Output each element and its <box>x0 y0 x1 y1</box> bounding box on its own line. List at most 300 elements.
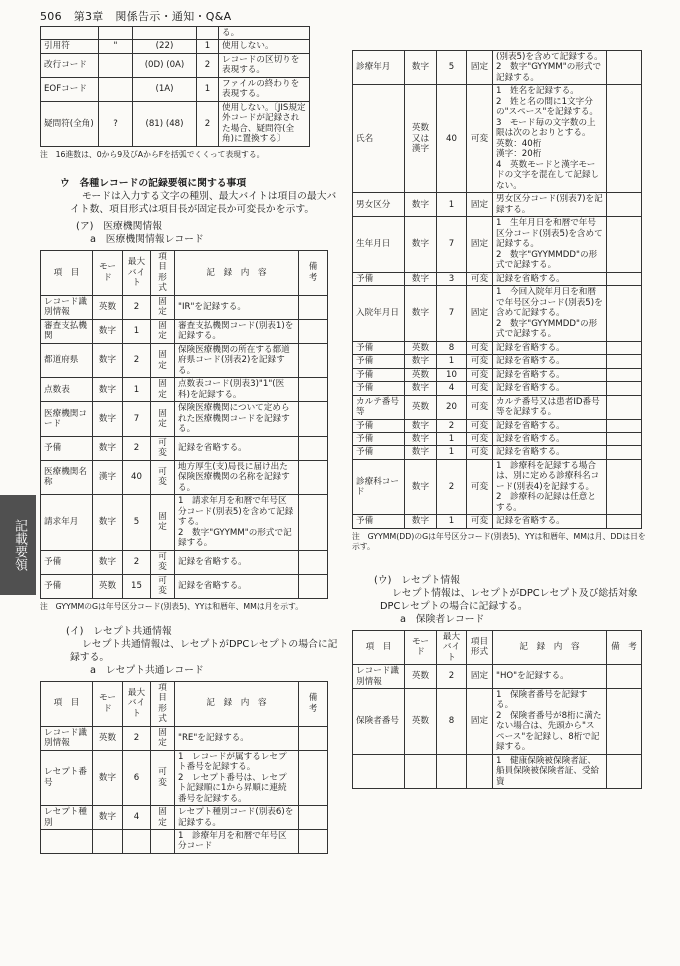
table-cell: 固定 <box>467 665 493 689</box>
table-cell: 保険者番号 <box>353 689 405 755</box>
table-cell: 1 <box>437 355 467 368</box>
table-cell: 可変 <box>467 446 493 459</box>
table-row <box>353 459 642 514</box>
table-cell <box>299 726 328 750</box>
table-cell: 数字 <box>93 550 123 574</box>
table-row <box>353 368 642 381</box>
table-cell: 記録を省略する。 <box>493 515 607 528</box>
table-cell <box>607 395 642 419</box>
subsection-heading: (ア) 医療機関情報 <box>76 221 163 233</box>
table-cell: 予備 <box>353 515 405 528</box>
table-cell: 記録を省略する。 <box>493 432 607 445</box>
table-cell: 40 <box>123 460 151 494</box>
table-cell: 数字 <box>405 432 437 445</box>
table-cell <box>151 830 175 854</box>
subsection-sub: a 医療機関情報レコード <box>90 234 204 246</box>
column-header: 備 考 <box>299 681 328 726</box>
table-cell: (81) (48) <box>133 101 197 146</box>
table-row <box>353 419 642 432</box>
table-cell: 1 <box>197 77 219 101</box>
table-cell <box>299 319 328 343</box>
table-row <box>41 343 328 377</box>
table-cell: 固定 <box>151 806 175 830</box>
column-header: 最大バイト <box>123 250 151 295</box>
table-cell: 使用しない。〔JIS規定外コードが記録された場合、疑問符(全角)に置換する〕 <box>219 101 310 146</box>
table-cell: (0D) (0A) <box>133 53 197 77</box>
table-cell: 漢字 <box>93 460 123 494</box>
table-cell: 数字 <box>405 515 437 528</box>
table-cell <box>607 419 642 432</box>
table-row <box>41 402 328 436</box>
subsection-body-receipt: レセプト情報は、レセプトがDPCレセプト及び総括対象DPCレセプトの場合に記録する。 <box>380 587 638 612</box>
table-cell: る。 <box>219 27 310 40</box>
table-cell: 可変 <box>467 382 493 395</box>
table-row <box>41 53 310 77</box>
table-row <box>41 550 328 574</box>
table-cell <box>607 85 642 193</box>
table-cell: 固定 <box>151 726 175 750</box>
table-row <box>41 574 328 598</box>
table-cell <box>299 378 328 402</box>
column-header: 記 録 内 容 <box>175 681 299 726</box>
table-cell: 可変 <box>467 368 493 381</box>
table-cell <box>607 286 642 341</box>
table-row <box>353 51 642 85</box>
table-cell <box>607 382 642 395</box>
table-row <box>353 395 642 419</box>
table-cell: 記録を省略する。 <box>493 355 607 368</box>
table-cell: 請求年月 <box>41 495 93 550</box>
table-cell <box>299 436 328 460</box>
table-row <box>353 193 642 217</box>
table-cell <box>99 53 133 77</box>
table-cell: 記録を省略する。 <box>493 446 607 459</box>
table-cell: 1 レコードが属するレセプト番号を記録する。 2 レセプト番号は、レセプト記録順に1から昇順に連続番号を記録する。 <box>175 750 299 805</box>
table-cell: (1A) <box>133 77 197 101</box>
table-cell: 可変 <box>151 574 175 598</box>
table-cell <box>93 830 123 854</box>
column-header: 項 目 <box>353 630 405 664</box>
table-row <box>353 85 642 193</box>
table-cell: 2 <box>437 419 467 432</box>
table-cell: 男女区分 <box>353 193 405 217</box>
table-cell: 4 <box>437 382 467 395</box>
table-cell: 固定 <box>151 495 175 550</box>
table-cell: 数字 <box>93 343 123 377</box>
table-cell <box>299 750 328 805</box>
table-row <box>41 40 310 53</box>
table-cell <box>197 27 219 40</box>
column-header: 記 録 内 容 <box>175 250 299 295</box>
table-cell <box>607 51 642 85</box>
table-cell: 1 <box>437 193 467 217</box>
table-cell: 入院年月日 <box>353 286 405 341</box>
section-body: モードは入力する文字の種別、最大バイトは項目の最大バイト数、項目形式は項目長が固定長か可変長かを示す。 <box>70 191 337 216</box>
table-cell: 予備 <box>353 419 405 432</box>
table-cell: 点数表 <box>41 378 93 402</box>
table-cell: 2 <box>437 459 467 514</box>
table-row <box>41 495 328 550</box>
table-cell: 1 <box>123 319 151 343</box>
table-cell: 氏名 <box>353 85 405 193</box>
table-cell: 改行コード <box>41 53 99 77</box>
table-cell: 可変 <box>151 436 175 460</box>
table-cell: "HO"を記録する。 <box>493 665 607 689</box>
table-cell <box>607 272 642 285</box>
column-header: 最大バイト <box>123 681 151 726</box>
page-header <box>40 8 239 24</box>
table-cell: 数字 <box>93 402 123 436</box>
table-cell: 予備 <box>353 446 405 459</box>
table-cell: 固定 <box>467 51 493 85</box>
table-cell: 数字 <box>405 419 437 432</box>
table-cell: 6 <box>123 750 151 805</box>
table-cell <box>299 460 328 494</box>
left-column <box>40 26 338 854</box>
table-cell <box>607 217 642 272</box>
table-cell: 1 <box>437 432 467 445</box>
table-row <box>41 726 328 750</box>
table-cell: " <box>99 40 133 53</box>
table-cell <box>299 574 328 598</box>
table-cell: 2 <box>123 436 151 460</box>
table-cell: "RE"を記録する。 <box>175 726 299 750</box>
table-cell <box>607 515 642 528</box>
subsection-heading-receipt: (ウ) レセプト情報 <box>374 574 461 586</box>
table-cell: 1 <box>123 378 151 402</box>
table-cell: 数字 <box>405 286 437 341</box>
table-cell <box>299 295 328 319</box>
table-cell: レコードの区切りを表現する。 <box>219 53 310 77</box>
table-cell: 数字 <box>405 272 437 285</box>
table-cell: 記録を省略する。 <box>493 382 607 395</box>
table-cell: 可変 <box>151 460 175 494</box>
table-cell <box>299 806 328 830</box>
table-cell: 5 <box>123 495 151 550</box>
table-cell: カルテ番号又は患者ID番号等を記録する。 <box>493 395 607 419</box>
table-cell: 固定 <box>467 286 493 341</box>
table-cell: 数字 <box>93 806 123 830</box>
column-header: モード <box>405 630 437 664</box>
table-cell: 2 <box>197 53 219 77</box>
char-table <box>40 26 310 147</box>
table-cell: 記録を省略する。 <box>493 272 607 285</box>
table-cell: 審査支払機関コード(別表1)を記録する。 <box>175 319 299 343</box>
table-cell: 1 <box>437 446 467 459</box>
table-cell: 点数表コード(別表3)"1"(医科)を記録する。 <box>175 378 299 402</box>
table-cell: 予備 <box>41 550 93 574</box>
subsection-heading-receipt-common: (イ) レセプト共通情報 <box>66 626 172 638</box>
column-header: 項目形式 <box>151 250 175 295</box>
table-cell <box>353 754 405 788</box>
table-row <box>353 286 642 341</box>
table-cell: 記録を省略する。 <box>175 574 299 598</box>
table-cell: 診療科コード <box>353 459 405 514</box>
table-cell: 英数 <box>405 665 437 689</box>
table-cell: 数字 <box>405 355 437 368</box>
table-cell: 可変 <box>467 272 493 285</box>
table-cell: ? <box>99 101 133 146</box>
table-cell: 予備 <box>353 355 405 368</box>
table-cell <box>437 754 467 788</box>
note-gyymmdd: 注 GYYMM(DD)のGは年号区分コード(別表5)、YYは和暦年、MMは月、DDは日を示す。 <box>352 531 646 552</box>
table-cell: 予備 <box>353 432 405 445</box>
table-cell: 可変 <box>467 459 493 514</box>
table-cell: 固定 <box>467 689 493 755</box>
chapter-label: 第3章 <box>73 10 104 23</box>
table-cell: 数字 <box>405 446 437 459</box>
table-cell: 8 <box>437 341 467 354</box>
table-cell: 1 <box>437 515 467 528</box>
table-cell: 記録を省略する。 <box>493 368 607 381</box>
table-cell: 記録を省略する。 <box>493 341 607 354</box>
table-cell: 7 <box>123 402 151 436</box>
subsection-sub-receipt-common: a レセプト共通レコード <box>90 664 204 676</box>
table-cell: 英数 <box>93 726 123 750</box>
table-cell: 可変 <box>467 355 493 368</box>
table-cell: 数字 <box>405 193 437 217</box>
table-cell: 1 保険者番号を記録する。 2 保険者番号が8桁に満たない場合は、先頭から"スペース"を記録し、8桁で記録する。 <box>493 689 607 755</box>
table-insurer <box>352 630 642 790</box>
table-row <box>353 355 642 368</box>
table-cell: 英数 <box>405 341 437 354</box>
table-cell: 2 <box>123 295 151 319</box>
column-header: 項 目 <box>41 681 93 726</box>
table-cell <box>607 665 642 689</box>
note-gyymm: 注 GYYMMのGは年号区分コード(別表5)、YYは和暦年、MMは月を示す。 <box>40 601 303 611</box>
table-cell: 可変 <box>467 85 493 193</box>
table-row <box>41 319 328 343</box>
table-cell: 固定 <box>151 295 175 319</box>
table-cell: 可変 <box>467 432 493 445</box>
table-row <box>41 830 328 854</box>
table-cell: レセプト種別 <box>41 806 93 830</box>
table-row <box>353 446 642 459</box>
table-cell: 予備 <box>353 341 405 354</box>
table-cell: 固定 <box>467 217 493 272</box>
table-cell: 予備 <box>353 382 405 395</box>
table-row <box>41 378 328 402</box>
table-cell: 1 請求年月を和暦で年号区分コード(別表5)を含めて記録する。 2 数字"GYYMM"の形式で記録する。 <box>175 495 299 550</box>
table-cell: 可変 <box>467 341 493 354</box>
table-row <box>353 432 642 445</box>
table-cell: 1 <box>197 40 219 53</box>
table-row <box>41 101 310 146</box>
page-title: 関係告示・通知・Q&A <box>115 10 232 23</box>
table-cell: レコード識別情報 <box>41 726 93 750</box>
table-cell: 固定 <box>151 378 175 402</box>
table-cell: 1 今回入院年月日を和暦で年号区分コード(別表5)を含めて記録する。 2 数字"GYYMMDD"の形式で記録する。 <box>493 286 607 341</box>
table-cell: レコード識別情報 <box>41 295 93 319</box>
table-cell: 英数 <box>405 368 437 381</box>
table-cell: 英数 <box>405 395 437 419</box>
table-cell: (22) <box>133 40 197 53</box>
right-column <box>352 50 648 789</box>
table-row <box>41 436 328 460</box>
table-cell: 可変 <box>467 419 493 432</box>
table-cell: 固定 <box>467 193 493 217</box>
table-cell <box>299 343 328 377</box>
table-cell <box>405 754 437 788</box>
column-header: モード <box>93 681 123 726</box>
table-row <box>41 806 328 830</box>
table-cell: 20 <box>437 395 467 419</box>
table-cell: 使用しない。 <box>219 40 310 53</box>
table-cell: 審査支払機関 <box>41 319 93 343</box>
table-cell <box>607 432 642 445</box>
column-header: モード <box>93 250 123 295</box>
table-cell: 10 <box>437 368 467 381</box>
table-cell: 可変 <box>151 750 175 805</box>
table-row <box>41 460 328 494</box>
table-cell: 4 <box>123 806 151 830</box>
table-cell <box>607 355 642 368</box>
table-cell: 数字 <box>93 495 123 550</box>
table-cell <box>607 341 642 354</box>
table-cell: 保険医療機関について定められた医療機関コードを記録する。 <box>175 402 299 436</box>
table-cell: 固定 <box>151 343 175 377</box>
column-header: 備 考 <box>607 630 642 664</box>
table-cell: EOFコード <box>41 77 99 101</box>
table-cell: 医療機関コード <box>41 402 93 436</box>
table-cell <box>467 754 493 788</box>
table-cell: 可変 <box>467 395 493 419</box>
table-cell: 診療年月 <box>353 51 405 85</box>
column-header: 項 目 <box>41 250 93 295</box>
column-header: 最大バイト <box>437 630 467 664</box>
table-cell: 1 健康保険被保険者証、船員保険被保険者証、受給資 <box>493 754 607 788</box>
table-row <box>353 754 642 788</box>
table-row <box>41 77 310 101</box>
table-cell: 英数又は漢字 <box>405 85 437 193</box>
table-cell: 保険医療機関の所在する都道府県コード(別表2)を記録する。 <box>175 343 299 377</box>
table-cell: 1 診療年月を和暦で年号区分コード <box>175 830 299 854</box>
table-cell: レセプト番号 <box>41 750 93 805</box>
table-cell: 予備 <box>353 272 405 285</box>
table-cell: 固定 <box>151 319 175 343</box>
table-cell: 7 <box>437 286 467 341</box>
table-cell <box>99 77 133 101</box>
table-cell <box>607 754 642 788</box>
table-cell: (別表5)を含めて記録する。 2 数字"GYYMM"の形式で記録する。 <box>493 51 607 85</box>
side-tab: 記載要領 <box>0 495 36 595</box>
table-cell: 数字 <box>405 382 437 395</box>
table-row <box>353 689 642 755</box>
section-heading: ウ 各種レコードの記録要領に関する事項 <box>60 178 247 190</box>
table-cell: 男女区分コード(別表7)を記録する。 <box>493 193 607 217</box>
table-cell: 記録を省略する。 <box>493 419 607 432</box>
table-cell <box>299 830 328 854</box>
table-row <box>353 382 642 395</box>
table-medical-institution <box>40 250 328 599</box>
table-cell: レコード識別情報 <box>353 665 405 689</box>
table-receipt-common <box>40 681 328 854</box>
table-cell: 可変 <box>467 515 493 528</box>
table-cell: 数字 <box>405 459 437 514</box>
table-cell: カルテ番号等 <box>353 395 405 419</box>
note-hex: 注 16進数は、0から9及びAからFを括弧でくくって表現する。 <box>40 149 265 159</box>
table-cell <box>41 27 99 40</box>
table-cell: 数字 <box>405 217 437 272</box>
table-cell: 2 <box>123 550 151 574</box>
column-header: 記 録 内 容 <box>493 630 607 664</box>
table-cell: 3 <box>437 272 467 285</box>
subsection-body-receipt-common: レセプト共通情報は、レセプトがDPCレセプトの場合に記録する。 <box>70 638 338 663</box>
table-cell: 数字 <box>93 750 123 805</box>
table-cell: 数字 <box>93 319 123 343</box>
table-cell: 40 <box>437 85 467 193</box>
table-cell: 英数 <box>93 574 123 598</box>
table-cell: 2 <box>437 665 467 689</box>
subsection-sub-receipt: a 保険者レコード <box>400 613 485 625</box>
table-cell: 5 <box>437 51 467 85</box>
table-receipt-common-cont <box>352 50 642 529</box>
table-cell: 予備 <box>41 574 93 598</box>
table-cell: 数字 <box>93 378 123 402</box>
table-cell: 英数 <box>405 689 437 755</box>
page-number: 506 <box>40 10 62 23</box>
table-cell: 2 <box>123 726 151 750</box>
table-cell: 1 生年月日を和暦で年号区分コード(別表5)を含めて記録する。 2 数字"GYYMMDD"の形式で記録する。 <box>493 217 607 272</box>
table-cell <box>299 495 328 550</box>
table-cell: 予備 <box>353 368 405 381</box>
table-cell: 固定 <box>151 402 175 436</box>
table-cell: 地方厚生(支)局長に届け出た保険医療機関の名称を記録する。 <box>175 460 299 494</box>
table-cell <box>607 459 642 514</box>
table-cell: 引用符 <box>41 40 99 53</box>
table-cell <box>299 550 328 574</box>
table-cell: 医療機関名称 <box>41 460 93 494</box>
column-header: 項目形式 <box>467 630 493 664</box>
table-cell: 1 姓名を記録する。 2 姓と名の間に1文字分の"スペース"を記録する。 3 モード毎の文字数の上限は次のとおりとする。 英数：40桁 漢字：20桁 4 英数モードと漢字モードの文字を混在して記録しない。 <box>493 85 607 193</box>
table-cell: ファイルの終わりを表現する。 <box>219 77 310 101</box>
table-cell: "IR"を記録する。 <box>175 295 299 319</box>
table-cell <box>299 402 328 436</box>
table-cell: 2 <box>197 101 219 146</box>
table-cell: 生年月日 <box>353 217 405 272</box>
table-row <box>41 750 328 805</box>
table-cell: 予備 <box>41 436 93 460</box>
table-row <box>353 515 642 528</box>
table-row <box>41 27 310 40</box>
column-header: 項目形式 <box>151 681 175 726</box>
column-header: 備 考 <box>299 250 328 295</box>
table-cell <box>607 368 642 381</box>
table-cell <box>607 446 642 459</box>
table-cell: 英数 <box>93 295 123 319</box>
table-row <box>353 665 642 689</box>
table-row <box>353 217 642 272</box>
table-cell: 数字 <box>405 51 437 85</box>
table-cell: 可変 <box>151 550 175 574</box>
table-cell: 8 <box>437 689 467 755</box>
table-cell <box>133 27 197 40</box>
table-cell: 疑問符(全角) <box>41 101 99 146</box>
table-cell: レセプト種別コード(別表6)を記録する。 <box>175 806 299 830</box>
table-cell: 都道府県 <box>41 343 93 377</box>
table-cell: 数字 <box>93 436 123 460</box>
table-cell <box>41 830 93 854</box>
table-row <box>353 341 642 354</box>
table-cell: 記録を省略する。 <box>175 550 299 574</box>
table-cell: 記録を省略する。 <box>175 436 299 460</box>
table-cell: 2 <box>123 343 151 377</box>
table-cell: 15 <box>123 574 151 598</box>
table-cell: 1 診療科を記録する場合は、別に定める診療科名コード(別表4)を記録する。 2 診療科の記録は任意とする。 <box>493 459 607 514</box>
table-cell <box>607 193 642 217</box>
table-row <box>353 272 642 285</box>
table-cell: 7 <box>437 217 467 272</box>
